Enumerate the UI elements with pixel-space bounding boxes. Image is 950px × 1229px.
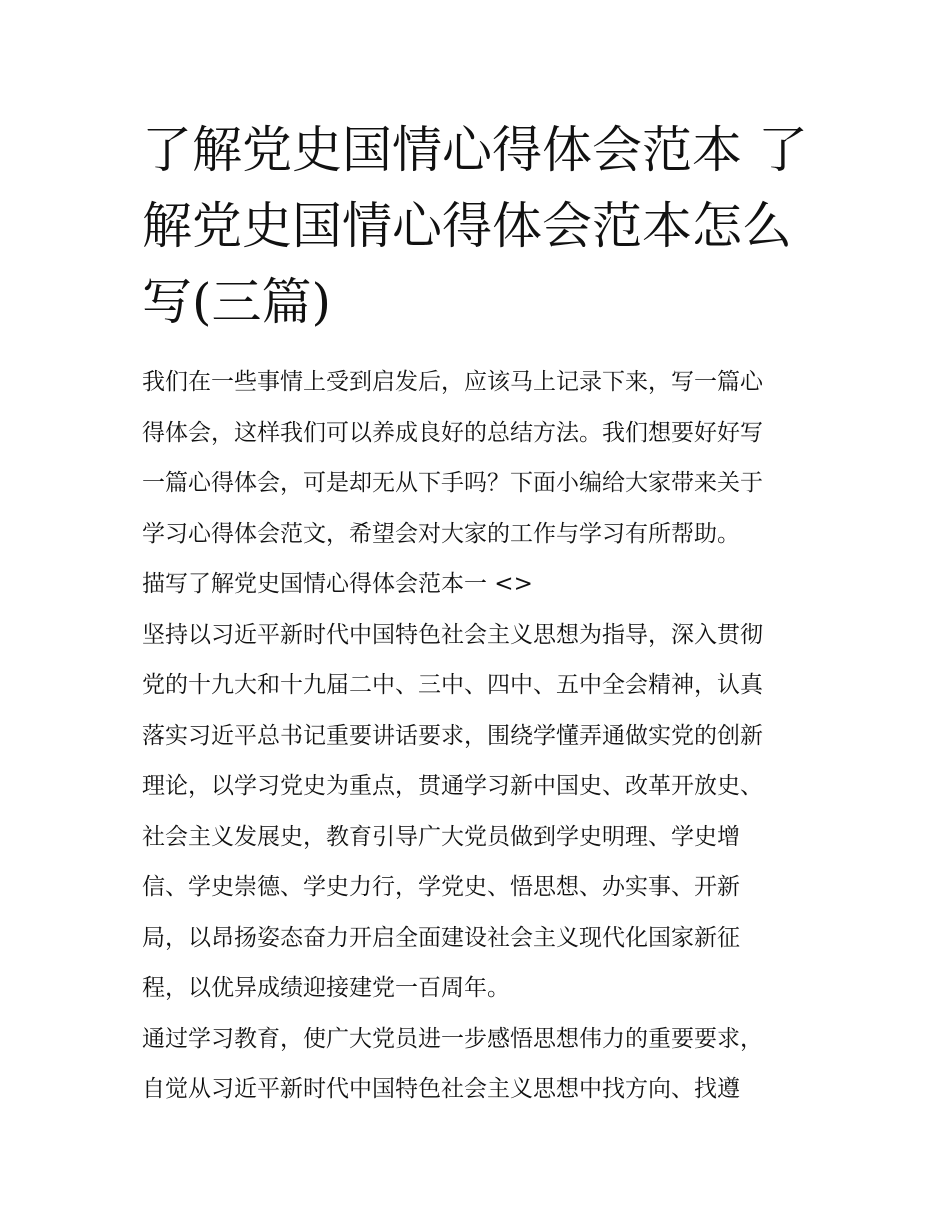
text-line: 通过学习教育，使广大党员进一步感悟思想伟力的重要要求， bbox=[142, 1025, 763, 1052]
text-line: 党的十九大和十九届二中、三中、四中、五中全会精神，认真 bbox=[142, 672, 763, 698]
body-paragraph bbox=[142, 1014, 822, 1115]
text-line: 一篇心得体会，可是却无从下手吗？下面小编给大家带来关于 bbox=[142, 470, 763, 496]
text-line: 学习心得体会范文，希望会对大家的工作与学习有所帮助。 bbox=[142, 520, 740, 547]
document-body bbox=[142, 357, 822, 1115]
title-line: 解党史国情心得体会范本怎么 bbox=[142, 197, 792, 255]
section-heading bbox=[142, 559, 822, 610]
title-line: 写(三篇) bbox=[142, 273, 332, 331]
text-line: 程，以优异成绩迎接建党一百周年。 bbox=[142, 975, 510, 1001]
text-line: 得体会，这样我们可以养成良好的总结方法。我们想要好好写 bbox=[142, 419, 763, 446]
text-line: 局，以昂扬姿态奋力开启全面建设社会主义现代化国家新征 bbox=[142, 924, 740, 951]
text-line: 描写了解党史国情心得体会范本一 <> bbox=[142, 571, 533, 597]
title-line: 了解党史国情心得体会范本 了 bbox=[142, 121, 808, 179]
text-line: 信、学史崇德、学史力行，学党史、悟思想、办实事、开新 bbox=[142, 874, 740, 900]
text-line: 理论，以学习党史为重点，贯通学习新中国史、改革开放史、 bbox=[142, 773, 763, 799]
intro-paragraph bbox=[142, 357, 822, 559]
text-line: 社会主义发展史，教育引导广大党员做到学史明理、学史增 bbox=[142, 823, 740, 850]
text-line: 落实习近平总书记重要讲话要求，围绕学懂弄通做实党的创新 bbox=[142, 722, 763, 749]
document-title bbox=[142, 112, 822, 340]
text-line: 自觉从习近平新时代中国特色社会主义思想中找方向、找遵 bbox=[142, 1076, 740, 1102]
text-line: 我们在一些事情上受到启发后，应该马上记录下来，写一篇心 bbox=[142, 369, 763, 395]
text-line: 坚持以习近平新时代中国特色社会主义思想为指导，深入贯彻 bbox=[142, 621, 763, 648]
body-paragraph bbox=[142, 610, 822, 1014]
